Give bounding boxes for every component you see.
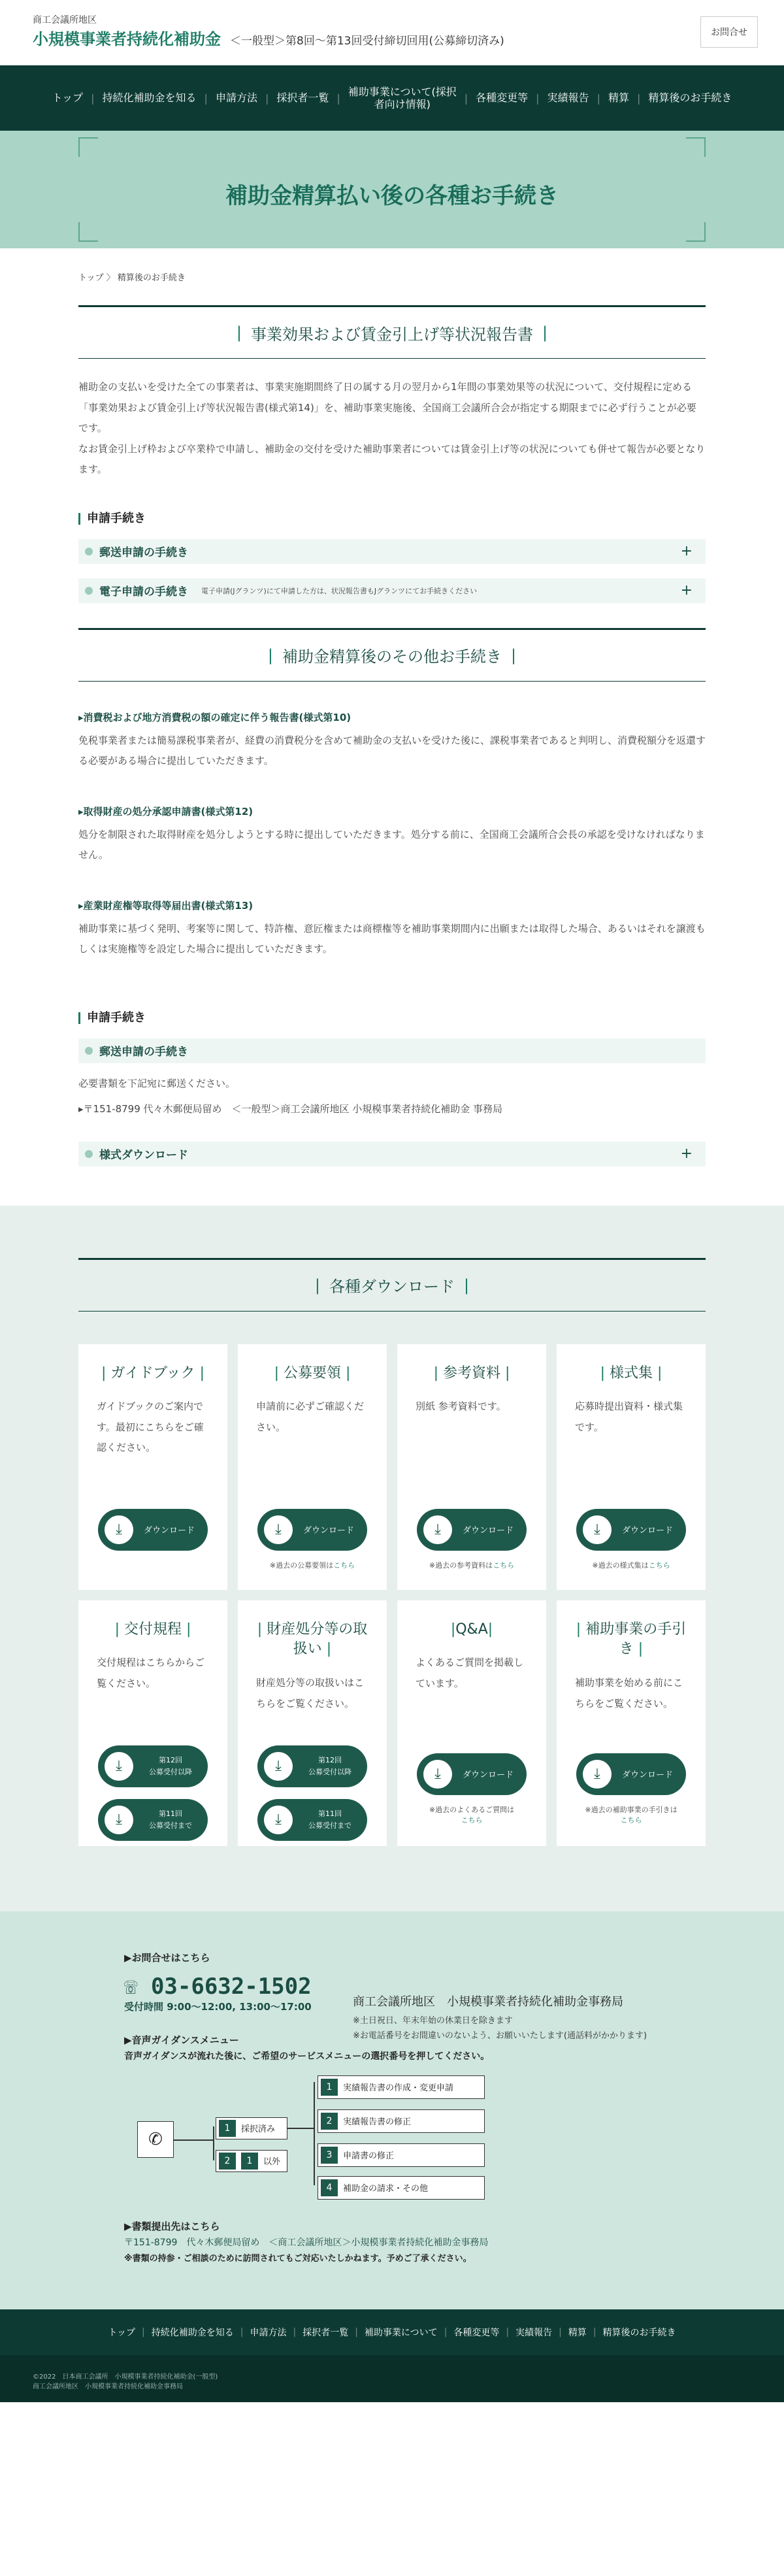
button-label: ダウンロード xyxy=(463,1770,514,1780)
item-title-text: 消費税および地方消費税の額の確定に伴う報告書(様式第10) xyxy=(83,711,351,723)
frame-corner xyxy=(78,137,98,157)
card-text: 別紙 参考資料です。 xyxy=(416,1400,506,1413)
footer-nav-changes[interactable]: 各種変更等 xyxy=(453,2327,500,2338)
flow-label: 申請書の修正 xyxy=(343,2151,395,2161)
report-description xyxy=(78,377,706,480)
download-button-11th[interactable] xyxy=(257,1799,367,1841)
footer-nav-settlement[interactable]: 精算 xyxy=(568,2327,587,2338)
nav-item-project[interactable]: 補助事業について(採択者向け情報) xyxy=(348,85,457,110)
contact-org: 商工会議所地区 小規模事業者持続化補助金事務局 xyxy=(353,1994,623,2009)
flow-option-3 xyxy=(318,2143,485,2167)
contact-notes xyxy=(353,2013,647,2044)
accordion-title: 電子申請の手続き xyxy=(99,586,188,599)
bullet-dot-icon xyxy=(85,1150,93,1158)
nav-separator: | xyxy=(265,91,269,105)
voice-heading: ▶音声ガイダンスメニュー xyxy=(124,2034,239,2046)
flow-line xyxy=(314,2082,315,2185)
flow-option-1 xyxy=(318,2075,485,2099)
card-title: |Q&A| xyxy=(450,1621,493,1638)
item-text: 補助事業に基づく発明、考案等に関して、特許権、意匠権または商標権等を補助事業期間内に出願または取得した場合、あるいはそれを譲渡もしくは実施権等を設定した場合に提出していただきます。 xyxy=(78,922,706,955)
nav-item-adopted[interactable]: 採択者一覧 xyxy=(276,91,329,105)
bullet-dot-icon xyxy=(85,548,93,555)
nav-separator: | xyxy=(142,2326,145,2337)
procedure-heading: 申請手続き xyxy=(78,1012,706,1024)
card-title: | 財産処分等の取扱い | xyxy=(257,1621,368,1658)
past-note xyxy=(404,1804,540,1825)
nav-separator: | xyxy=(464,91,468,105)
footer-nav xyxy=(0,2309,784,2355)
download-icon: ⤓ xyxy=(423,1515,452,1544)
download-icon: ⤓ xyxy=(105,1752,133,1781)
card-text: 応募時提出資料・様式集です。 xyxy=(575,1400,683,1433)
card-title: | 参考資料 | xyxy=(433,1364,510,1381)
card-text: よくあるご質問を掲載しています。 xyxy=(416,1657,524,1689)
card-text: ガイドブックのご案内です。最初にこちらをご確認ください。 xyxy=(97,1400,204,1454)
copyright-line: ©2022 日本商工会議所 小規模事業者持続化補助金(一般型) xyxy=(33,2373,218,2381)
bullet-dot-icon xyxy=(85,1047,93,1055)
flow-label: 実績報告書の修正 xyxy=(343,2117,412,2127)
accordion-note: 電子申請(Jグランツ)にて申請した方は、状況報告書もJグランツにてお手続きください xyxy=(201,586,478,595)
contact-note: ※お電話番号をお間違いのないよう、お願いいたします(通話料がかかります) xyxy=(353,2030,647,2041)
past-link[interactable]: こちら xyxy=(493,1560,515,1570)
past-note xyxy=(404,1560,540,1570)
logo-org: 商工会議所地区 xyxy=(33,15,97,25)
frame-corner xyxy=(78,222,98,242)
phone-icon: ☏ xyxy=(124,1973,151,2000)
heading-bar: | xyxy=(464,1276,470,1295)
accordion-electronic-procedure[interactable] xyxy=(78,578,706,603)
accordion-mail-procedure-open[interactable] xyxy=(78,1038,706,1063)
breadcrumb xyxy=(78,271,706,283)
plus-icon[interactable]: + xyxy=(680,582,693,599)
download-button-11th[interactable] xyxy=(98,1799,208,1841)
card-title-text: 公募要領 xyxy=(283,1364,341,1381)
contact-section xyxy=(0,1911,784,2309)
item-title-text: 産業財産権等取得等届出書(様式第13) xyxy=(83,899,253,912)
nav-separator: | xyxy=(204,91,208,105)
note-text: ※過去のよくあるご質問は xyxy=(429,1805,515,1814)
mail-heading-text: 書類提出先はこちら xyxy=(131,2220,220,2232)
nav-separator: | xyxy=(444,2326,448,2337)
nav-item-about[interactable]: 持続化補助金を知る xyxy=(102,91,197,105)
footer-nav-apply[interactable]: 申請方法 xyxy=(250,2327,287,2338)
note-text: ※過去の参考資料は xyxy=(429,1560,493,1570)
footer-nav-top[interactable]: トップ xyxy=(108,2327,136,2338)
section-title: 各種ダウンロード xyxy=(329,1278,455,1296)
flow-num: 1 xyxy=(219,2120,236,2137)
card-title-text: ガイドブック xyxy=(110,1364,195,1381)
contact-button[interactable]: お問合せ xyxy=(700,16,758,48)
note-text: ※過去の様式集は xyxy=(592,1560,649,1570)
mail-heading: ▶書類提出先はこちら xyxy=(124,2220,220,2232)
accordion-title: 郵送申請の手続き xyxy=(99,546,188,559)
logo-title: 小規模事業者持続化補助金 xyxy=(33,30,221,48)
nav-separator: | xyxy=(593,2326,596,2337)
site-logo[interactable] xyxy=(33,26,504,49)
section-heading-downloads xyxy=(78,1258,706,1312)
chevron-right-icon: 〉 xyxy=(106,273,115,283)
past-note xyxy=(563,1560,699,1570)
item-title: ▸消費税および地方消費税の額の確定に伴う報告書(様式第10) xyxy=(78,711,351,723)
download-button-12th[interactable] xyxy=(98,1745,208,1787)
card-title-text: 様式集 xyxy=(609,1364,653,1381)
nav-separator: | xyxy=(559,2326,562,2337)
section-heading-other xyxy=(78,628,706,682)
plus-icon[interactable]: + xyxy=(680,543,693,559)
copyright-line: 商工会議所地区 小規模事業者持続化補助金事務局 xyxy=(33,2383,183,2390)
flow-line xyxy=(287,2128,314,2129)
accordion-title: 郵送申請の手続き xyxy=(99,1046,188,1059)
flow-num: 1 xyxy=(241,2153,258,2170)
past-link[interactable]: こちら xyxy=(461,1815,483,1825)
card-title-text: Q&A xyxy=(455,1621,488,1638)
nav-separator: | xyxy=(240,2326,244,2337)
card-title-text: 財産処分等の取扱い xyxy=(267,1621,368,1658)
card-text: 補助事業を始める前にこちらをご覧ください。 xyxy=(575,1677,683,1709)
card-title: | 公募要領 | xyxy=(274,1364,351,1381)
voice-heading-text: 音声ガイダンスメニュー xyxy=(131,2034,239,2046)
flow-option-adopted xyxy=(216,2117,287,2139)
frame-corner xyxy=(686,222,706,242)
phone-icon: ✆ xyxy=(137,2121,174,2158)
download-button-12th[interactable] xyxy=(257,1745,367,1787)
download-card-qa xyxy=(397,1600,546,1846)
nav-separator: | xyxy=(536,91,540,105)
nav-separator: | xyxy=(293,2326,297,2337)
breadcrumb-home[interactable]: トップ xyxy=(78,273,104,283)
heading-bar: | xyxy=(236,323,242,342)
card-title-text: 交付規程 xyxy=(123,1621,182,1638)
card-title: | 様式集 | xyxy=(600,1364,662,1381)
button-label: ダウンロード xyxy=(463,1526,514,1536)
flow-option-2 xyxy=(318,2109,485,2133)
download-button[interactable] xyxy=(576,1753,686,1795)
mail-address: ▸〒151-8799 代々木郵便局留め ＜一般型＞商工会議所地区 小規模事業者持続化補助金 事務局 xyxy=(78,1102,503,1115)
nav-separator: | xyxy=(355,2326,358,2337)
mail-instructions xyxy=(78,1071,706,1122)
button-label: 第12回 公募受付以降 xyxy=(308,1755,351,1776)
flow-line xyxy=(174,2139,213,2141)
button-label: 第11回 公募受付まで xyxy=(149,1809,192,1830)
nav-separator: | xyxy=(91,91,95,105)
flow-label: 補助金の請求・その他 xyxy=(343,2184,429,2194)
download-icon: ⤓ xyxy=(583,1760,612,1789)
flow-num: 1 xyxy=(321,2079,338,2096)
mail-address: 〒151-8799 代々木郵便局留め ＜商工会議所地区＞小規模事業者持続化補助金事務局 xyxy=(124,2237,489,2248)
item-title: ▸産業財産権等取得等届出書(様式第13) xyxy=(78,899,253,912)
card-title: | 補助事業の手引き | xyxy=(576,1621,687,1658)
download-card-regulations xyxy=(78,1600,227,1846)
accordion-mail-procedure[interactable] xyxy=(78,539,706,564)
download-icon: ⤓ xyxy=(264,1515,293,1544)
hero-banner xyxy=(0,131,784,248)
main-content xyxy=(78,271,706,1166)
button-label: ダウンロード xyxy=(622,1526,674,1536)
nav-item-top[interactable]: トップ xyxy=(52,91,84,105)
nav-item-report[interactable]: 実績報告 xyxy=(547,91,589,105)
download-button[interactable] xyxy=(257,1509,367,1551)
flow-label: 実績報告書の作成・変更申請 xyxy=(343,2083,454,2093)
download-grid xyxy=(78,1344,706,1846)
nav-item-settlement[interactable]: 精算 xyxy=(608,91,629,105)
button-label: 第12回 公募受付以降 xyxy=(149,1755,192,1776)
business-hours: 受付時間 9:00〜12:00, 13:00〜17:00 xyxy=(124,2000,312,2013)
flow-num: 4 xyxy=(321,2179,338,2196)
page-title: 補助金精算払い後の各種お手続き xyxy=(225,183,559,209)
breadcrumb-current: 精算後のお手続き xyxy=(117,273,186,283)
flow-label: 以外 xyxy=(263,2157,281,2167)
footer-copyright xyxy=(0,2355,784,2402)
download-icon: ⤓ xyxy=(423,1760,452,1789)
flow-num: 2 xyxy=(219,2153,236,2170)
nav-separator: | xyxy=(506,2326,510,2337)
nav-item-apply[interactable]: 申請方法 xyxy=(215,91,257,105)
card-title-text: 参考資料 xyxy=(442,1364,500,1381)
download-button[interactable] xyxy=(417,1753,527,1795)
phone-text: 03-6632-1502 xyxy=(150,1973,312,2000)
heading-bar: | xyxy=(511,646,517,665)
item-text: 免税事業者または簡易課税事業者が、経費の消費税分を含めて補助金の支払いを受けた後に、課税事業者であると判明し、消費税額分を返還する必要がある場合に提出していただきます。 xyxy=(78,734,706,767)
item-title: ▸取得財産の処分承認申請書(様式第12) xyxy=(78,805,253,817)
button-label: ダウンロード xyxy=(622,1770,674,1780)
mail-text: 必要書類を下記宛に郵送ください。 xyxy=(78,1077,236,1089)
past-note xyxy=(244,1560,380,1570)
nav-separator: | xyxy=(336,91,340,105)
download-icon: ⤓ xyxy=(264,1752,293,1781)
mail-note: ※書類の持参・ご相談のために訪問されてもご対応いたしかねます。予めご了承ください。 xyxy=(124,2253,472,2264)
section-title: 事業効果および賃金引上げ等状況報告書 xyxy=(251,325,533,344)
nav-separator: | xyxy=(636,91,641,105)
past-note xyxy=(563,1804,699,1825)
flow-option-4 xyxy=(318,2176,485,2200)
download-button[interactable] xyxy=(576,1509,686,1551)
flow-num: 2 xyxy=(321,2113,338,2130)
section-heading-report xyxy=(78,305,706,359)
paragraph: 補助金の支払いを受けた全ての事業者は、事業実施期間終了日の属する月の翌月から1年間の事業効果等の状況について、交付規程に定める「事業効果および賃金引上げ等状況報告書(様式第14)」を、補助事業実施後、全国商工会議所合会が指定する期限までに必ず行うことが必要です。 xyxy=(78,381,696,434)
download-icon: ⤓ xyxy=(105,1806,133,1834)
card-title: | ガイドブック | xyxy=(101,1364,204,1381)
frame-corner xyxy=(686,137,706,157)
download-icon: ⤓ xyxy=(583,1515,612,1544)
download-card-guidelines xyxy=(238,1344,387,1590)
note-text: ※過去の公募要領は xyxy=(269,1560,334,1570)
flow-line xyxy=(213,2126,214,2160)
voice-text: 音声ガイダンスが流れた後に、ご希望のサービスメニューの選択番号を押してください。 xyxy=(124,2051,490,2062)
contact-heading: ▶お問合せはこちら xyxy=(124,1951,210,1964)
contact-heading-text: お問合せはこちら xyxy=(131,1951,210,1964)
item-title-text: 取得財産の処分承認申請書(様式第12) xyxy=(83,805,253,817)
accordion-title: 様式ダウンロード xyxy=(99,1149,188,1162)
download-card-forms xyxy=(557,1344,706,1590)
heading-bar: | xyxy=(267,646,273,665)
past-link[interactable]: こちら xyxy=(333,1560,355,1570)
card-text: 申請前に必ずご確認ください。 xyxy=(256,1400,365,1433)
nav-item-after[interactable]: 精算後のお手続き xyxy=(648,91,732,105)
procedure-heading: 申請手続き xyxy=(78,513,706,525)
button-label: ダウンロード xyxy=(144,1526,195,1536)
footer-nav-about[interactable]: 持続化補助金を知る xyxy=(151,2327,234,2338)
main-nav xyxy=(0,65,784,131)
download-button[interactable] xyxy=(417,1509,527,1551)
card-title-text: 補助事業の手引き xyxy=(585,1621,687,1658)
heading-bar: | xyxy=(314,1276,320,1295)
downloads-section xyxy=(0,1206,784,1911)
footer-nav-report[interactable]: 実績報告 xyxy=(515,2327,553,2338)
download-card-handbook xyxy=(557,1600,706,1846)
download-icon: ⤓ xyxy=(264,1806,293,1834)
logo-subtitle: ＜一般型＞第8回〜第13回受付締切回用(公募締切済み) xyxy=(230,35,504,48)
nav-separator: | xyxy=(596,91,600,105)
heading-bar: | xyxy=(542,323,548,342)
voice-menu-flow xyxy=(124,2075,660,2200)
note-text: ※過去の補助事業の手引きは xyxy=(585,1805,678,1814)
bullet-dot-icon xyxy=(85,587,93,595)
footer-nav-after[interactable]: 精算後のお手続き xyxy=(602,2327,676,2338)
plus-icon[interactable]: + xyxy=(680,1146,693,1162)
button-label: 第11回 公募受付まで xyxy=(308,1809,351,1830)
site-header xyxy=(0,0,784,65)
flow-num: 3 xyxy=(321,2147,338,2164)
nav-item-changes[interactable]: 各種変更等 xyxy=(476,91,529,105)
card-title: | 交付規程 | xyxy=(114,1621,191,1638)
contact-note: ※土日祝日、年末年始の休業日を除きます xyxy=(353,2015,513,2026)
paragraph: なお賃金引上げ枠および卒業枠で申請し、補助金の交付を受けた補助事業者については賃金引上げ等の状況についても併せて報告が必要となります。 xyxy=(78,442,706,475)
footer-nav-adopted[interactable]: 採択者一覧 xyxy=(302,2327,349,2338)
download-card-property xyxy=(238,1600,387,1846)
past-link[interactable]: こちら xyxy=(648,1560,670,1570)
past-link[interactable]: こちら xyxy=(620,1815,642,1825)
mail-address-text: 〒151-8799 代々木郵便局留め ＜一般型＞商工会議所地区 小規模事業者持続化補助金 事務局 xyxy=(83,1102,503,1115)
flow-option-other xyxy=(216,2150,287,2172)
download-button[interactable] xyxy=(98,1509,208,1551)
card-text: 交付規程はこちらからご覧ください。 xyxy=(97,1657,205,1689)
accordion-form-download[interactable] xyxy=(78,1142,706,1166)
card-text: 財産処分等の取扱いはこちらをご覧ください。 xyxy=(256,1677,365,1709)
flow-label: 採択済み xyxy=(241,2124,276,2134)
item-text: 処分を制限された取得財産を処分しようとする時に提出していただきます。処分する前に、全国商工会議所合会長の承認を受けなければなりません。 xyxy=(78,828,705,861)
download-card-reference xyxy=(397,1344,546,1590)
download-icon: ⤓ xyxy=(105,1515,133,1544)
button-label: ダウンロード xyxy=(303,1526,355,1536)
footer-nav-project[interactable]: 補助事業について xyxy=(364,2327,438,2338)
section-title: 補助金精算後のその他お手続き xyxy=(282,648,502,666)
download-card-guidebook xyxy=(78,1344,227,1590)
